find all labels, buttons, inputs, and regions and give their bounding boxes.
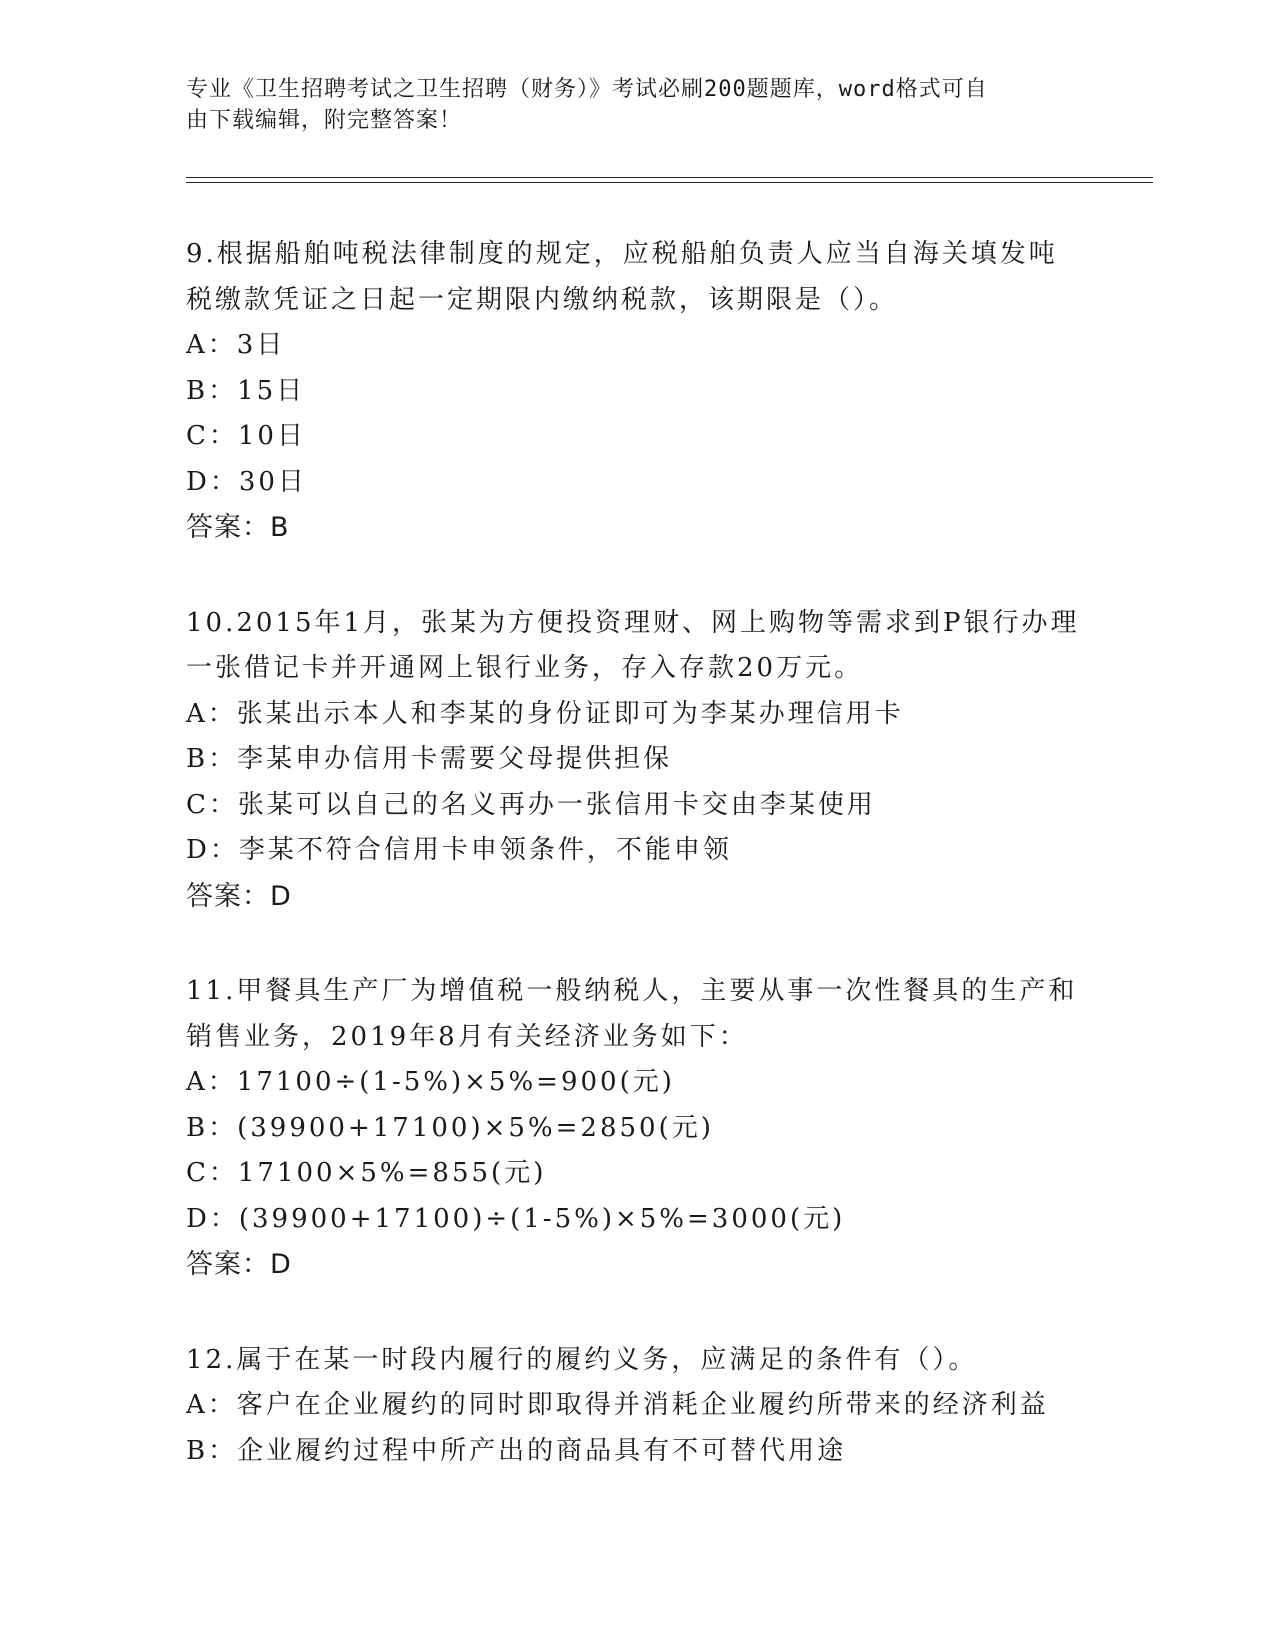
question-12 — [186, 1338, 1086, 1475]
answer-line: 答案：B — [186, 512, 290, 543]
option-c: C：17100×5%=855(元) — [186, 1158, 547, 1188]
option-a: A：3日 — [186, 330, 286, 360]
document-header — [186, 74, 1066, 136]
option-a: A：17100÷(1-5%)×5%=900(元) — [186, 1067, 675, 1097]
header-divider-bottom — [186, 182, 1153, 183]
question-10 — [186, 601, 1086, 920]
option-a: A：客户在企业履约的同时即取得并消耗企业履约所带来的经济利益 — [186, 1390, 1049, 1420]
question-stem: 11.甲餐具生产厂为增值税一般纳税人，主要从事一次性餐具的生产和 — [186, 976, 1078, 1006]
option-d: D：(39900+17100)÷(1-5%)×5%=3000(元) — [186, 1203, 846, 1234]
answer-line: 答案：D — [186, 1249, 292, 1280]
option-b: B：企业履约过程中所产出的商品具有不可替代用途 — [186, 1435, 847, 1466]
header-line-1: 专业《卫生招聘考试之卫生招聘（财务）》考试必刷200题题库，word格式可自 — [186, 77, 988, 102]
option-b: B：李某申办信用卡需要父母提供担保 — [186, 744, 673, 774]
header-line-2: 由下载编辑，附完整答案！ — [186, 108, 463, 133]
option-c: C：张某可以自己的名义再办一张信用卡交由李某使用 — [186, 789, 876, 820]
question-stem: 销售业务，2019年8月有关经济业务如下： — [186, 1021, 748, 1052]
answer-line: 答案：D — [186, 880, 292, 912]
question-9 — [186, 232, 1086, 551]
option-d: D：李某不符合信用卡申领条件，不能申领 — [186, 835, 732, 865]
option-c: C：10日 — [186, 421, 306, 451]
question-stem: 12.属于在某一时段内履行的履约义务，应满足的条件有（）。 — [186, 1344, 978, 1375]
question-list — [186, 232, 1086, 1524]
question-11 — [186, 969, 1086, 1288]
option-d: D：30日 — [186, 466, 307, 497]
question-stem: 9.根据船舶吨税法律制度的规定，应税船舶负责人应当自海关填发吨 — [186, 239, 1058, 269]
question-stem: 10.2015年1月，张某为方便投资理财、网上购物等需求到P银行办理 — [186, 607, 1080, 638]
option-a: A：张某出示本人和李某的身份证即可为李某办理信用卡 — [186, 698, 904, 729]
option-b: B：(39900+17100)×5%=2850(元) — [186, 1112, 714, 1143]
option-b: B：15日 — [186, 375, 306, 406]
question-stem: 一张借记卡并开通网上银行业务，存入存款20万元。 — [186, 653, 864, 683]
question-stem: 税缴款凭证之日起一定期限内缴纳税款，该期限是（）。 — [186, 284, 899, 315]
header-divider-top — [186, 177, 1153, 178]
